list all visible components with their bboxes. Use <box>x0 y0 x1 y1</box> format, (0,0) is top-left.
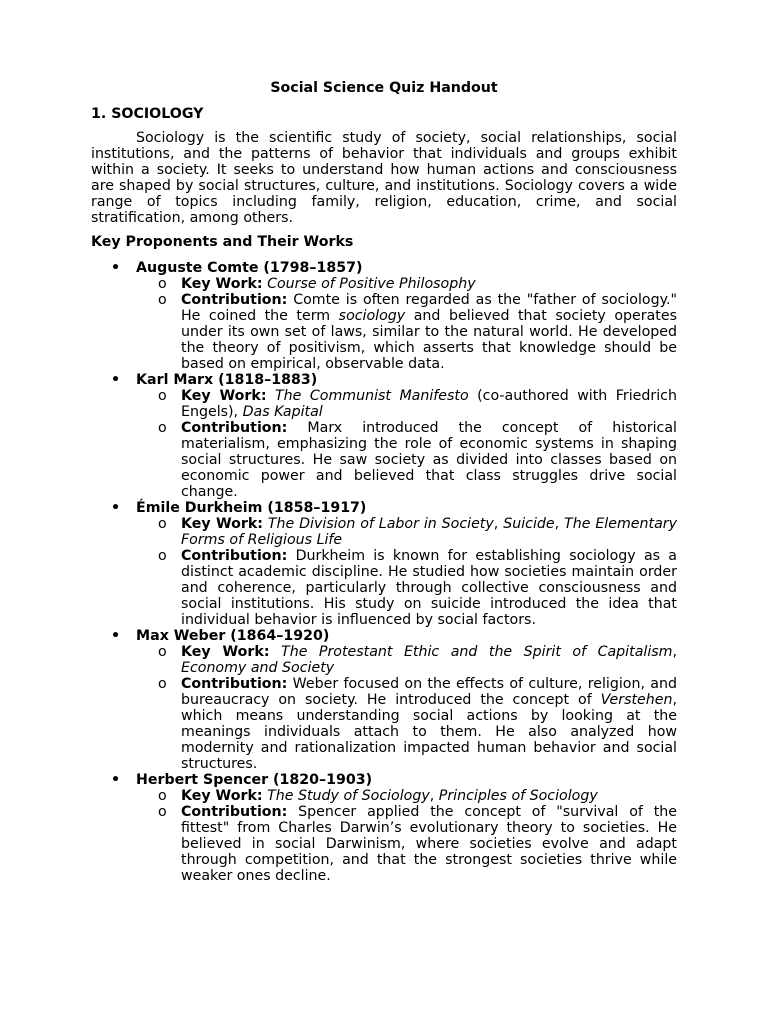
contribution-item <box>136 420 677 500</box>
key-work-item <box>136 516 677 548</box>
proponent-name: Herbert Spencer (1820–1903) <box>136 772 373 788</box>
proponent-item <box>91 372 677 500</box>
text-run: (co-authored with Friedrich Engels), <box>181 388 677 420</box>
bullet-icon: • <box>111 260 121 276</box>
sub-bullet-icon: o <box>158 292 167 308</box>
italic-text: The Communist Manifesto <box>275 388 469 404</box>
text-run: , which means understanding social actions by looking at the meanings individuals attach to them. He also analyzed how modernity and rationalization impacted human behavior and social structures. <box>181 692 677 772</box>
proponent-item <box>91 260 677 372</box>
text-run: Marx introduced the concept of historical materialism, emphasizing the role of economic systems in shaping social structures. He saw society as divided into classes based on economic power and believed that class struggles drive social change. <box>181 420 677 500</box>
bullet-icon: • <box>111 372 121 388</box>
italic-text: Principles of Sociology <box>438 788 598 804</box>
sub-bullet-icon: o <box>158 788 167 804</box>
proponent-details <box>136 388 677 500</box>
sub-bullet-icon: o <box>158 804 167 820</box>
text-run: Weber focused on the effects of culture, religion, and bureaucracy on society. He introduced the concept of <box>181 676 677 708</box>
subheading: Key Proponents and Their Works <box>91 234 354 250</box>
proponent-item <box>91 772 677 884</box>
contribution-label: Contribution: <box>181 804 288 820</box>
text-run: , <box>429 788 439 804</box>
text-run: and believed that society operates under its own set of laws, similar to the natural world. He developed the theory of positivism, which asserts that knowledge should be based on empirical, observable data. <box>181 308 677 372</box>
contribution-label: Contribution: <box>181 548 288 564</box>
proponent-item <box>91 500 677 628</box>
document-title: Social Science Quiz Handout <box>270 80 498 96</box>
contribution-label: Contribution: <box>181 420 288 436</box>
sub-bullet-icon: o <box>158 420 167 436</box>
text-run: Spencer applied the concept of "survival of the fittest" from Charles Darwin’s evolutionary theory to societies. He believed in social Darwinism, where societies evolve and adapt through competition, and that the strongest societies thrive while weaker ones decline. <box>181 804 677 884</box>
text-run <box>270 644 282 660</box>
bullet-icon: • <box>111 628 121 644</box>
sub-bullet-icon: o <box>158 276 167 292</box>
proponent-item <box>91 628 677 772</box>
proponent-name: Max Weber (1864–1920) <box>136 628 330 644</box>
key-work-label: Key Work: <box>181 644 270 660</box>
italic-text: sociology <box>338 308 406 324</box>
contribution-item <box>136 548 677 628</box>
italic-text: Economy and Society <box>181 660 335 676</box>
proponent-name: Karl Marx (1818–1883) <box>136 372 318 388</box>
text-run: , <box>493 516 504 532</box>
proponent-details <box>136 788 677 884</box>
bullet-icon: • <box>111 772 121 788</box>
contribution-label: Contribution: <box>181 292 288 308</box>
text-run <box>267 388 275 404</box>
key-work-label: Key Work: <box>181 516 263 532</box>
key-work-item <box>136 788 677 804</box>
sub-bullet-icon: o <box>158 644 167 660</box>
proponent-name: Émile Durkheim (1858–1917) <box>136 500 367 516</box>
italic-text: The Protestant Ethic and the Spirit of Capitalism <box>281 644 673 660</box>
bullet-icon: • <box>111 500 121 516</box>
italic-text: Verstehen <box>600 692 673 708</box>
sub-bullet-icon: o <box>158 676 167 692</box>
contribution-item <box>136 676 677 772</box>
key-work-item <box>136 388 677 420</box>
italic-text: Das Kapital <box>242 404 323 420</box>
key-work-label: Key Work: <box>181 388 267 404</box>
sub-bullet-icon: o <box>158 548 167 564</box>
section-heading: 1. SOCIOLOGY <box>91 106 204 122</box>
proponent-name: Auguste Comte (1798–1857) <box>136 260 363 276</box>
italic-text: The Study of Sociology <box>267 788 430 804</box>
contribution-label: Contribution: <box>181 676 288 692</box>
document-body <box>91 80 677 884</box>
contribution-item <box>136 804 677 884</box>
italic-text: The Division of Labor in Society <box>267 516 494 532</box>
text-run: Durkheim is known for establishing sociology as a distinct academic discipline. He studied how societies maintain order and coherence, particularly through collective consciousness and social institutions. His study on suicide introduced the idea that individual behavior is influenced by social factors. <box>181 548 677 628</box>
italic-text: The Elementary Forms of Religious Life <box>181 516 677 548</box>
contribution-item <box>136 292 677 372</box>
proponent-details <box>136 516 677 628</box>
text-run: Comte is often regarded as the "father of sociology." He coined the term <box>181 292 677 324</box>
text-run: , <box>554 516 565 532</box>
key-work-label: Key Work: <box>181 788 263 804</box>
key-work-label: Key Work: <box>181 276 263 292</box>
intro-paragraph: Sociology is the scientific study of society, social relationships, social institutions, and the patterns of behavior that individuals and groups exhibit within a society. It seeks to understand how human actions and consciousness are shaped by social structures, culture, and institutions. Sociology covers a wide range of topics including family, religion, education, crime, and social stratification, among others. <box>91 130 677 226</box>
key-work-item <box>136 276 677 292</box>
sub-bullet-icon: o <box>158 516 167 532</box>
proponent-details <box>136 276 677 372</box>
proponents-list <box>91 260 677 884</box>
proponent-details <box>136 644 677 772</box>
sub-bullet-icon: o <box>158 388 167 404</box>
text-run: , <box>672 644 677 660</box>
key-work-item <box>136 644 677 676</box>
italic-text: Suicide <box>503 516 555 532</box>
italic-text: Course of Positive Philosophy <box>267 276 476 292</box>
